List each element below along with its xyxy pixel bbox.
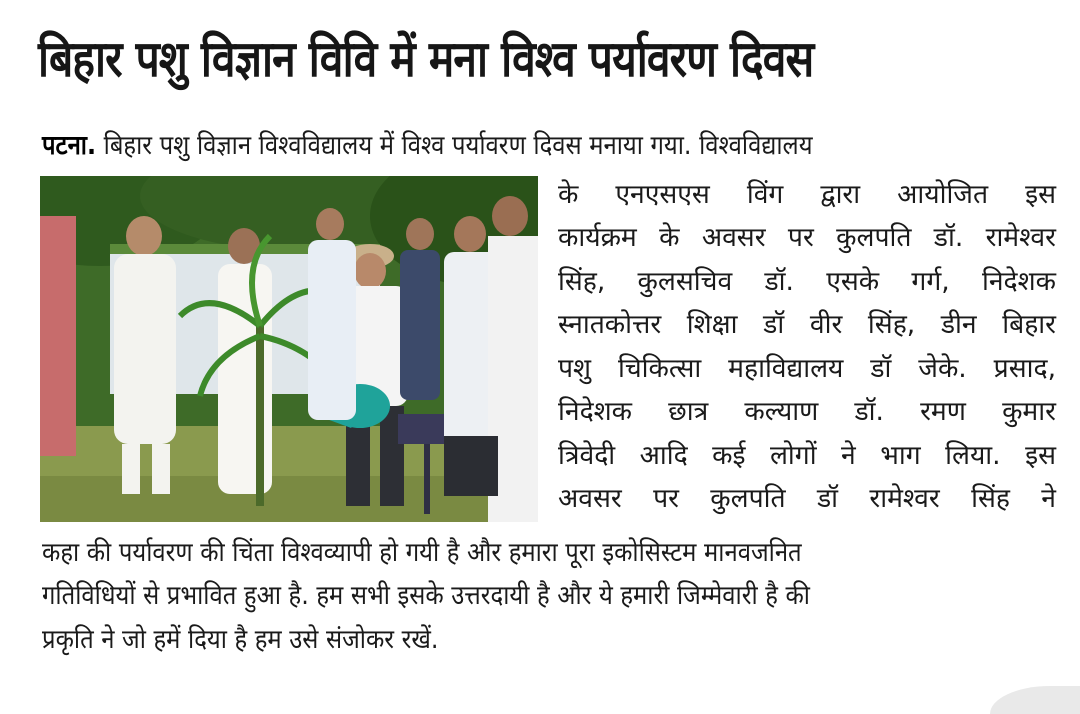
first-line-text: बिहार पशु विज्ञान विश्वविद्यालय में विश्व पर्यावरण दिवस मनाया गया. विश्वविद्यालय bbox=[103, 130, 813, 161]
wrapped-line: स्नातकोत्तर शिक्षा डॉ वीर सिंह, डीन बिहार bbox=[558, 309, 1056, 340]
full-line: गतिविधियों से प्रभावित हुआ है. हम सभी इसके उत्तरदायी है और ये हमारी जिम्मेवारी है की bbox=[42, 580, 810, 611]
wrapped-line: निदेशक छात्र कल्याण डॉ. रमण कुमार bbox=[558, 396, 1056, 427]
page-curl-icon bbox=[990, 686, 1080, 714]
wrapped-line: के एनएसएस विंग द्वारा आयोजित इस bbox=[558, 179, 1056, 210]
wrapped-line: त्रिवेदी आदि कई लोगों ने भाग लिया. इस bbox=[558, 440, 1056, 471]
full-line: प्रकृति ने जो हमें दिया है हम उसे संजोकर रखें. bbox=[42, 624, 439, 655]
headline: बिहार पशु विज्ञान विवि में मना विश्व पर्यावरण दिवस bbox=[38, 30, 814, 88]
full-line: कहा की पर्यावरण की चिंता विश्वव्यापी हो गयी है और हमारा पूरा इकोसिस्टम मानवजनित bbox=[42, 537, 802, 568]
wrapped-line: सिंह, कुलसचिव डॉ. एसके गर्ग, निदेशक bbox=[558, 266, 1056, 297]
article-first-line bbox=[42, 127, 813, 165]
dateline: पटना. bbox=[42, 130, 97, 161]
tree-planting-photo-icon bbox=[40, 176, 538, 522]
wrapped-line: अवसर पर कुलपति डॉ रामेश्वर सिंह ने bbox=[558, 483, 1056, 514]
wrapped-line: कार्यक्रम के अवसर पर कुलपति डॉ. रामेश्वर bbox=[558, 222, 1056, 253]
article-photo bbox=[40, 176, 538, 522]
wrapped-line: पशु चिकित्सा महाविद्यालय डॉ जेके. प्रसाद, bbox=[558, 353, 1056, 384]
